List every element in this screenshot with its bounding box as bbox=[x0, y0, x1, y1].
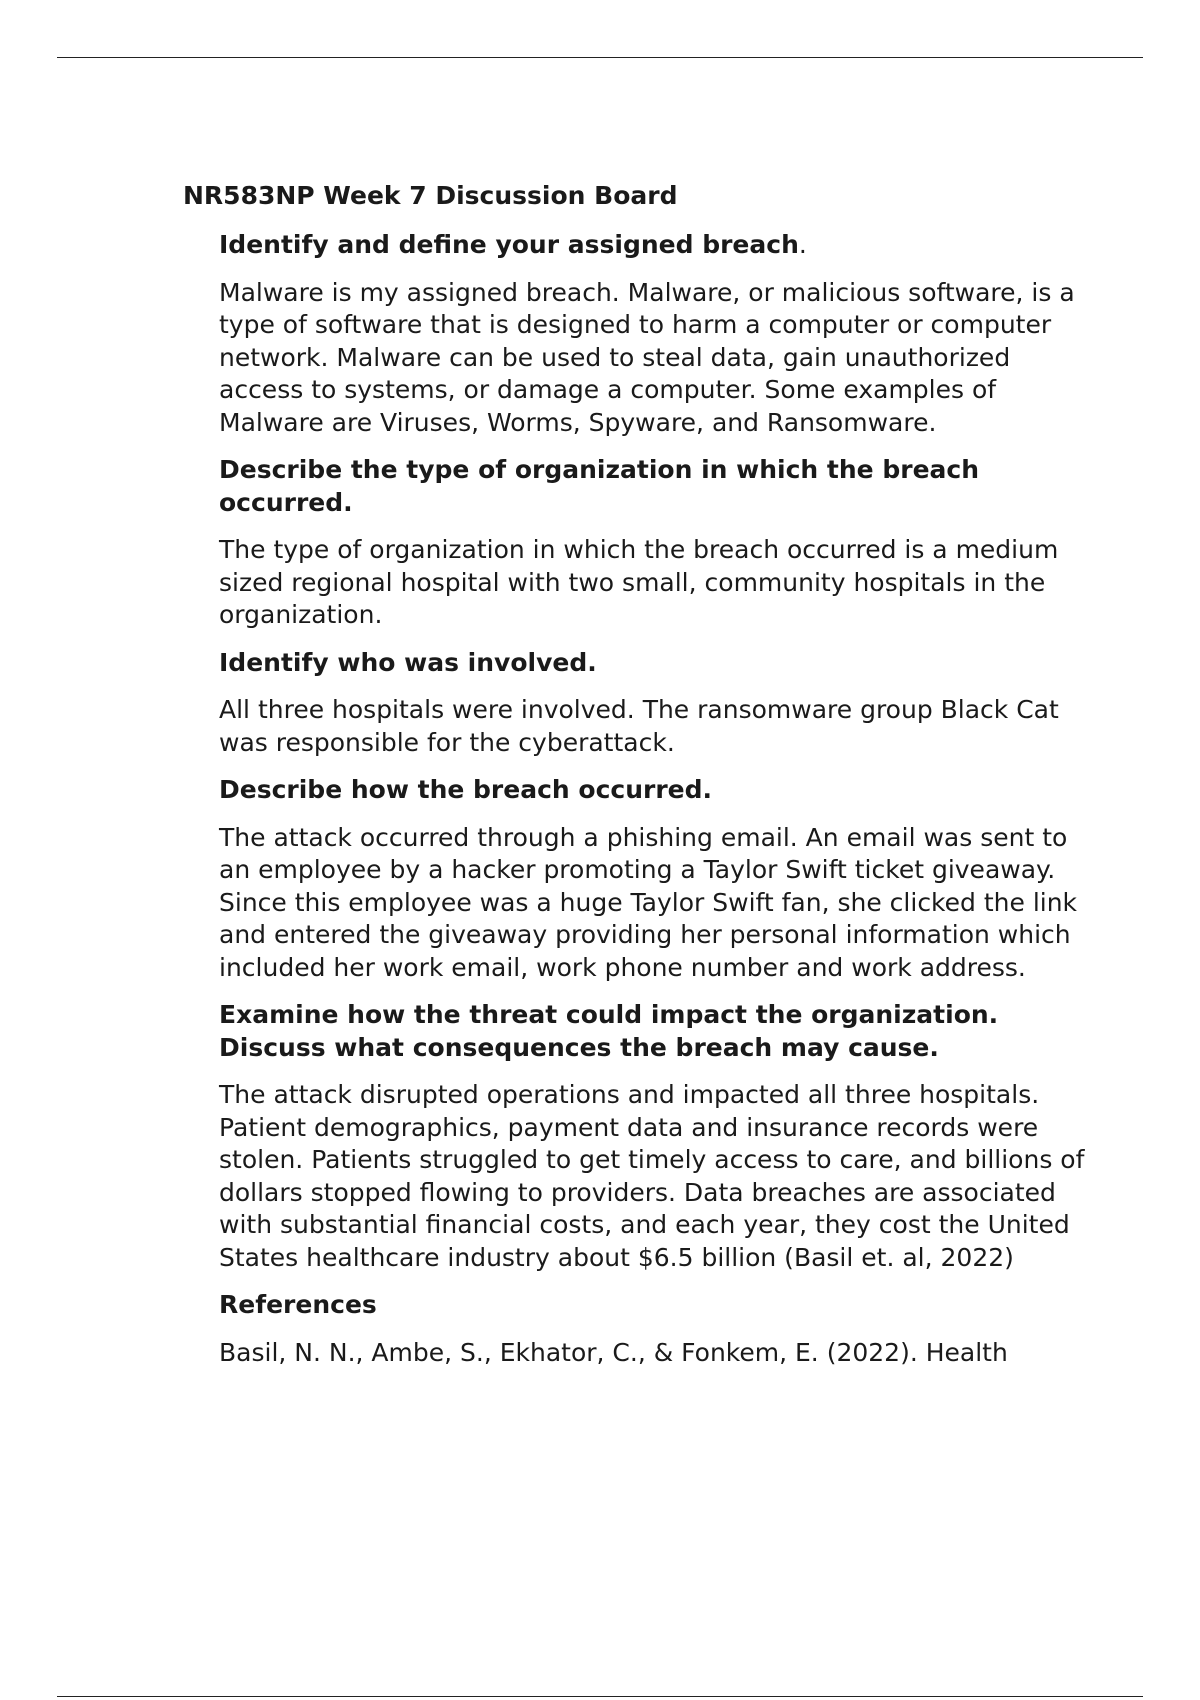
section-who-involved bbox=[219, 647, 1099, 760]
section-how-occurred bbox=[219, 774, 1099, 984]
section-heading: Identify who was involved. bbox=[219, 647, 597, 677]
section-assigned-breach bbox=[219, 229, 1099, 439]
section-body: The type of organization in which the breach occurred is a medium sized regional hospital with two small, community hospitals in the organization. bbox=[219, 535, 1059, 629]
section-organization-type bbox=[219, 454, 1099, 632]
section-heading: Describe how the breach occurred. bbox=[219, 775, 713, 804]
section-body: All three hospitals were involved. The ransomware group Black Cat was responsible for the cyberattack. bbox=[219, 695, 1059, 757]
heading-text: Identify and define your assigned breach bbox=[219, 230, 799, 259]
document-body bbox=[219, 229, 1099, 1384]
reference-entry: Basil, N. N., Ambe, S., Ekhator, C., & Fonkem, E. (2022). Health bbox=[219, 1337, 1008, 1367]
section-body: The attack disrupted operations and impacted all three hospitals. Patient demographics, payment data and insurance records were stolen. Patients struggled to get timely access to care, and billions of dollars stopped flowing to providers. Data breaches are associated with substantial financial costs, and each year, they cost the United States healthcare industry about $6.5 billion (Basil et. al, 2022) bbox=[219, 1080, 1085, 1272]
section-references bbox=[219, 1289, 1099, 1369]
section-impact bbox=[219, 999, 1099, 1274]
section-heading: References bbox=[219, 1290, 377, 1319]
section-heading bbox=[219, 229, 1099, 262]
section-heading: Examine how the threat could impact the organization. Discuss what consequences the breach may cause. bbox=[219, 1000, 999, 1062]
heading-period: . bbox=[798, 230, 807, 259]
section-body: Malware is my assigned breach. Malware, or malicious software, is a type of software that is designed to harm a computer or computer network. Malware can be used to steal data, gain unauthorized access to systems, or damage a computer. Some examples of Malware are Viruses, Worms, Spyware, and Ransomware. bbox=[219, 277, 1075, 437]
section-heading: Describe the type of organization in which the breach occurred. bbox=[219, 455, 980, 517]
bottom-rule bbox=[57, 1696, 1143, 1697]
top-rule bbox=[57, 57, 1143, 58]
section-body: The attack occurred through a phishing email. An email was sent to an employee by a hacker promoting a Taylor Swift ticket giveaway. Since this employee was a huge Taylor Swift fan, she clicked the link and entered the giveaway providing her personal information which included her work email, work phone number and work address. bbox=[219, 822, 1078, 982]
document-title: NR583NP Week 7 Discussion Board bbox=[183, 181, 678, 210]
